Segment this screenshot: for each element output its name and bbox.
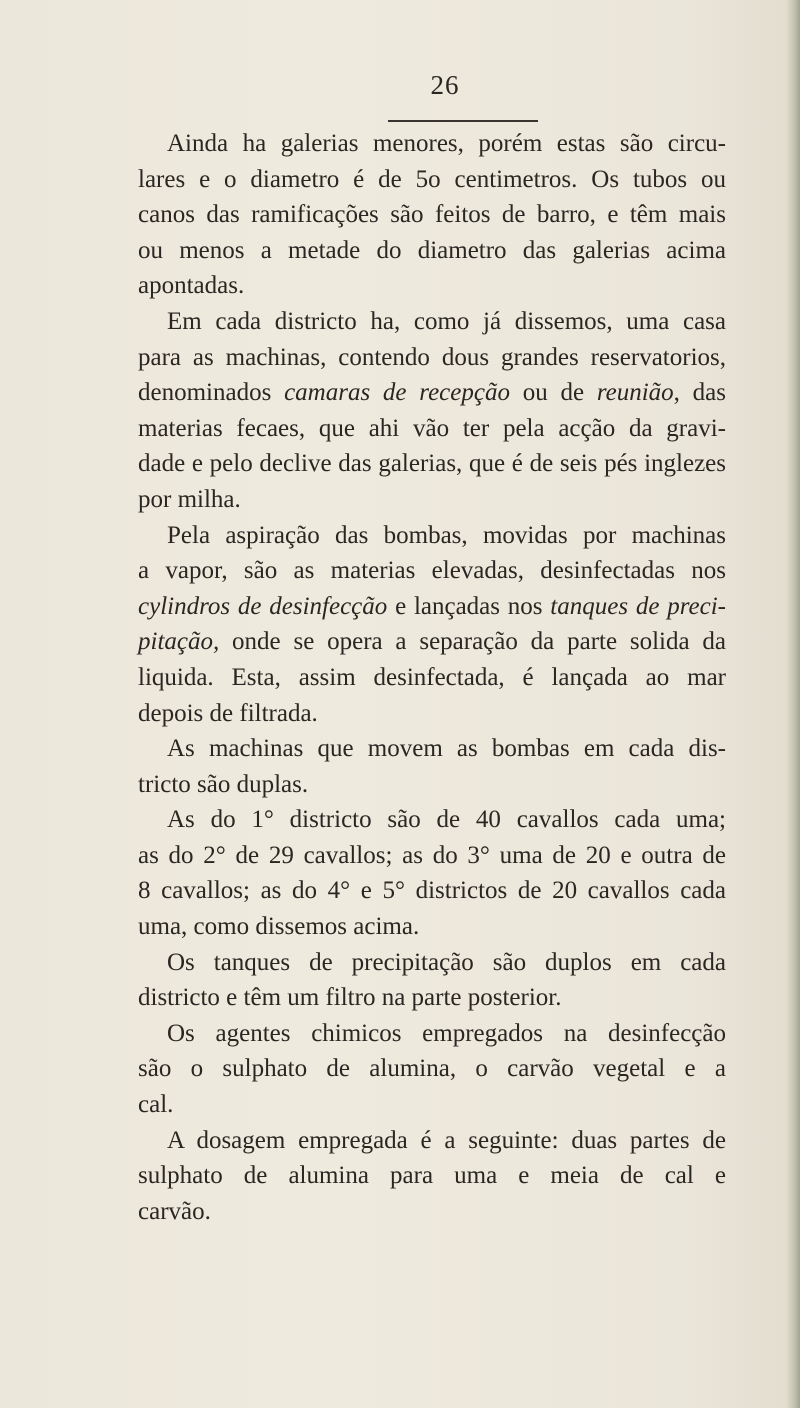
text-run: A dosagem empregada é a seguinte: duas partes de bbox=[167, 1126, 726, 1154]
text-line bbox=[138, 1158, 726, 1194]
page-edge-shadow bbox=[786, 0, 800, 1408]
text-run: são o sulphato de alumina, o carvão vegetal e a bbox=[138, 1055, 726, 1083]
text-run: carvão. bbox=[138, 1197, 211, 1225]
text-line bbox=[138, 624, 726, 660]
text-line bbox=[138, 304, 726, 340]
text-line bbox=[138, 446, 726, 482]
italic-phrase: reunião bbox=[596, 379, 674, 407]
text-line bbox=[138, 197, 726, 233]
text-run: tricto são duplas. bbox=[138, 770, 309, 798]
text-line bbox=[138, 482, 726, 518]
text-line bbox=[138, 1016, 726, 1052]
text-line bbox=[138, 909, 726, 945]
text-run: districto e têm um filtro na parte posterior. bbox=[138, 984, 562, 1012]
text-line bbox=[138, 589, 726, 625]
text-run: Os agentes chimicos empregados na desinfecção bbox=[167, 1019, 726, 1047]
text-run: Os tanques de precipitação são duplos em cada bbox=[167, 948, 726, 976]
text-line bbox=[138, 233, 726, 269]
italic-phrase: cylindros de desinfecção bbox=[138, 592, 388, 620]
italic-phrase: pitação, bbox=[138, 628, 220, 656]
text-run: uma, como dissemos acima. bbox=[138, 913, 420, 941]
text-run: canos das ramificações são feitos de barro, e têm mais bbox=[138, 201, 726, 229]
text-run: lares e o diametro é de 5o centimetros. Os tubos ou bbox=[138, 165, 726, 193]
text-line bbox=[138, 1087, 726, 1123]
text-run: Ainda ha galerias menores, porém estas são circu- bbox=[167, 130, 726, 157]
text-line bbox=[138, 838, 726, 874]
text-run: depois de filtrada. bbox=[138, 699, 318, 727]
text-run: liquida. Esta, assim desinfectada, é lançada ao mar bbox=[138, 663, 726, 691]
text-line bbox=[138, 696, 726, 732]
text-run: As do 1° districto são de 40 cavallos cada uma; bbox=[167, 806, 726, 834]
text-line bbox=[138, 340, 726, 376]
text-run: sulphato de alumina para uma e meia de cal e bbox=[138, 1162, 726, 1190]
text-line bbox=[138, 518, 726, 554]
text-line bbox=[138, 731, 726, 767]
text-run: dade e pelo declive das galerias, que é de seis pés inglezes bbox=[138, 450, 726, 478]
text-line bbox=[138, 268, 726, 304]
text-run: denominados bbox=[138, 379, 285, 407]
text-run: a vapor, são as materias elevadas, desinfectadas nos bbox=[138, 557, 726, 585]
text-run: as do 2° de 29 cavallos; as do 3° uma de 20 e outra de bbox=[138, 841, 726, 869]
text-line bbox=[138, 411, 726, 447]
text-line bbox=[138, 375, 726, 411]
text-line bbox=[138, 945, 726, 981]
italic-phrase: camaras de recepção bbox=[284, 379, 510, 407]
page-number: 26 bbox=[430, 70, 460, 100]
text-line bbox=[138, 553, 726, 589]
text-line bbox=[138, 873, 726, 909]
text-run: por milha. bbox=[138, 485, 241, 513]
italic-phrase: tanques de preci- bbox=[550, 592, 726, 620]
text-line bbox=[138, 660, 726, 696]
text-line bbox=[138, 1123, 726, 1159]
text-line bbox=[138, 802, 726, 838]
text-run: Em cada districto ha, como já dissemos, uma casa bbox=[167, 307, 726, 335]
text-run: ou menos a metade do diametro das galerias acima bbox=[138, 236, 726, 264]
text-line bbox=[138, 126, 726, 162]
text-run: e lançadas nos bbox=[387, 592, 551, 620]
text-run: ou de bbox=[509, 379, 597, 407]
text-run: apontadas. bbox=[138, 272, 245, 300]
header-rule bbox=[388, 120, 538, 122]
text-run: cal. bbox=[138, 1091, 174, 1119]
text-line bbox=[138, 162, 726, 198]
body-text bbox=[138, 126, 726, 1229]
text-line bbox=[138, 1051, 726, 1087]
text-run: As machinas que movem as bombas em cada dis- bbox=[167, 735, 726, 763]
text-line bbox=[138, 980, 726, 1016]
text-line bbox=[138, 1194, 726, 1230]
text-run: onde se opera a separação da parte solida da bbox=[219, 628, 726, 656]
text-run: 8 cavallos; as do 4° e 5° districtos de 20 cavallos cada bbox=[138, 877, 726, 905]
text-run: , das bbox=[673, 379, 726, 407]
text-run: para as machinas, contendo dous grandes reservatorios, bbox=[138, 343, 726, 371]
text-run: materias fecaes, que ahi vão ter pela acção da gravi- bbox=[138, 414, 726, 442]
text-run: Pela aspiração das bombas, movidas por machinas bbox=[167, 521, 726, 549]
text-line bbox=[138, 767, 726, 803]
